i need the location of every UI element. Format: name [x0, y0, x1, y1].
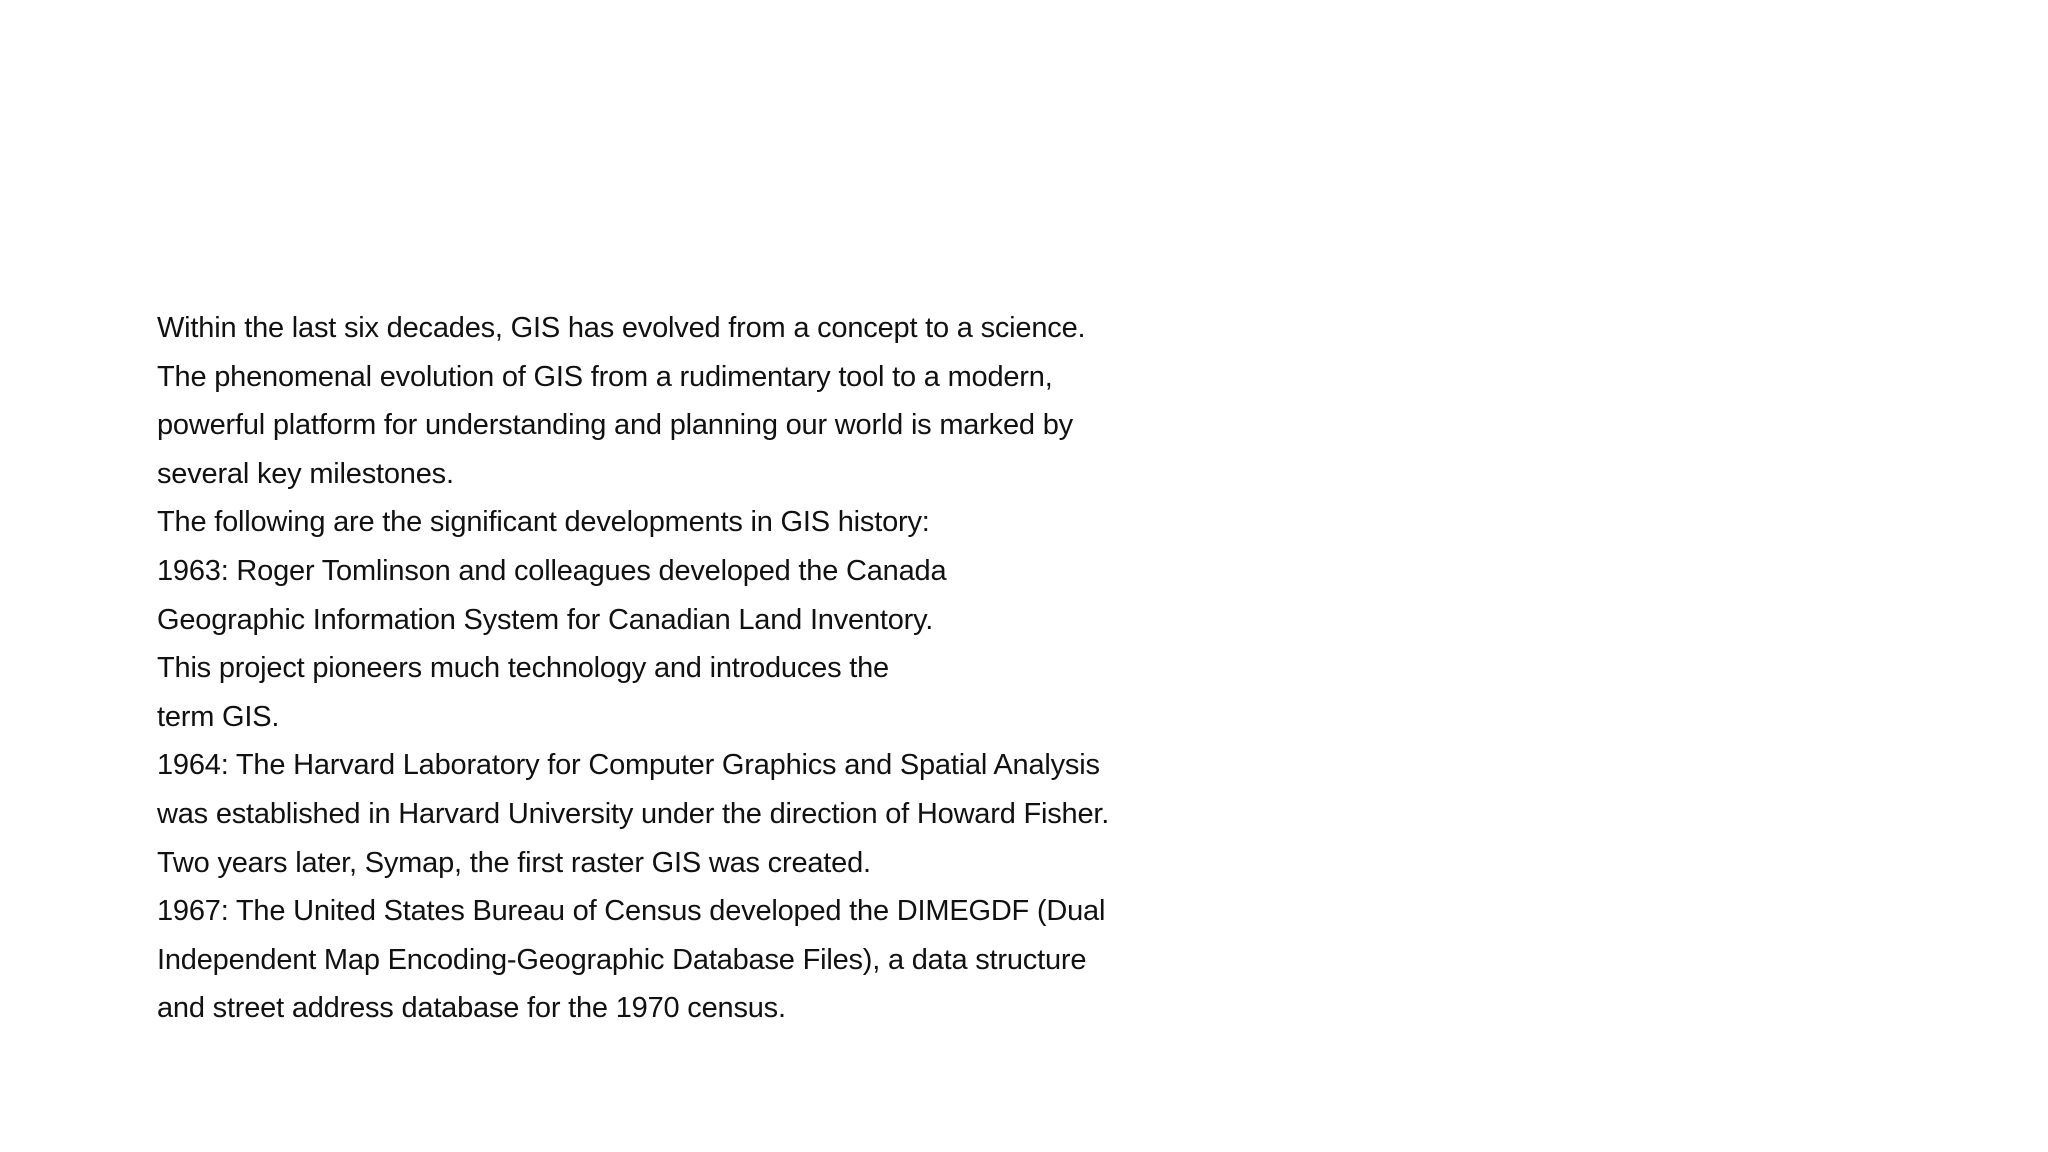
text-line: Within the last six decades, GIS has evolved from a concept to a science.	[157, 312, 1086, 344]
text-line: This project pioneers much technology and introduces the	[157, 652, 889, 685]
text-line: several key milestones.	[157, 457, 454, 490]
text-line: Geographic Information System for Canadian Land Inventory.	[157, 603, 934, 636]
text-line: Independent Map Encoding-Geographic Database Files), a data structure	[157, 943, 1087, 976]
body-text	[157, 304, 1257, 1033]
text-line: powerful platform for understanding and planning our world is marked by	[157, 409, 1073, 442]
text-line: The phenomenal evolution of GIS from a rudimentary tool to a modern,	[157, 360, 1053, 393]
text-line: The following are the significant developments in GIS history:	[157, 506, 930, 539]
text-line: 1964: The Harvard Laboratory for Computer Graphics and Spatial Analysis	[157, 749, 1100, 782]
text-line: Two years later, Symap, the first raster GIS was created.	[157, 846, 871, 879]
text-line: term GIS.	[157, 700, 280, 733]
text-line: 1967: The United States Bureau of Census developed the DIMEGDF (Dual	[157, 895, 1106, 928]
text-line: and street address database for the 1970 census.	[157, 992, 786, 1025]
text-line: 1963: Roger Tomlinson and colleagues developed the Canada	[157, 554, 947, 587]
text-line: was established in Harvard University under the direction of Howard Fisher.	[157, 797, 1110, 830]
